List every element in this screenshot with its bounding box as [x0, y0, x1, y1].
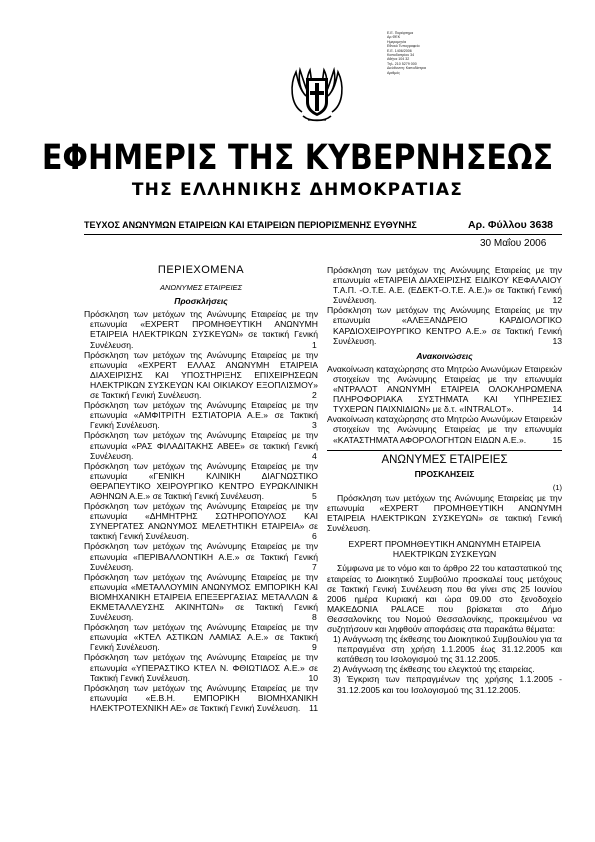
stamp-line: Ε.Ε. 1406/2006 — [387, 48, 412, 53]
stamp-line: Καποδιστρίου 34 — [387, 53, 415, 58]
contents-entry: Πρόσκληση των μετόχων της Ανώνυμης Εταιρείας με την επωνυμία «ΚΤΕΛ ΑΣΤΙΚΩΝ ΛΑΜΙΑΣ Α.Ε.» σε Τακτική Γενική Συνέλευση. 9 — [84, 622, 318, 653]
greek-coat-of-arms-icon — [288, 60, 346, 130]
agenda-item: 2) Ανάγνωση της έκθεσης του ελεγκτού της εταιρείας. — [333, 664, 535, 675]
contents-group-invitations: Προσκλήσεις — [174, 296, 228, 307]
stamp-line: Αριθμός — [387, 70, 401, 75]
issue-date: 30 Μαΐου 2006 — [480, 238, 547, 249]
agenda-item: 3) Έγκριση των πεπραγμένων της χρήσης 1.1.2005 - 31.12.2005 και του Ισολογισμού της 31.12.2005. — [333, 674, 562, 695]
contents-left-column — [84, 262, 318, 713]
contents-entry: Πρόσκληση των μετόχων της Ανώνυμης Εταιρείας με την επωνυμία «ΕΤΑΙΡΕΙΑ ΔΙΑΧΕΙΡΙΣΗΣ ΕΙΔΙΚΟΥ ΚΕΦΑΛΑΙΟΥ Τ.Α.Π. -Ο.Τ.Ε. Α.Ε. (ΕΔΕΚΤ-Ο.Τ.Ε. Α.Ε.)» σε Τακτική Γενική Συνέλευση. 12 — [327, 265, 562, 306]
agenda-item: 1) Ανάγνωση της έκθεσης του Διοικητικού Συμβουλίου για τα πεπραγμένα στη χρήση 1.1.2005 έως 31.12.2005 και κατάθεση του Ισολογισμού της 31.12.2005. — [333, 634, 562, 665]
stamp-line: Ε.Ε. Παράρτημα — [387, 31, 414, 35]
publisher-stamp — [387, 31, 447, 75]
sheet-number: Αρ. Φύλλου 3638 — [468, 219, 553, 231]
contents-entry: Πρόσκληση των μετόχων της Ανώνυμης Εταιρείας με την επωνυμία «ΠΕΡΙΒΑΛΛΟΝΤΙΚΗ Α.Ε.» σε Τακτική Γενική Συνέλευση. 7 — [84, 541, 318, 572]
stamp-line: Εθνικό Τυπογραφείο — [387, 44, 420, 49]
contents-entry: Πρόσκληση των μετόχων της Ανώνυμης Εταιρείας με την επωνυμία «ΓΕΝΙΚΗ ΚΛΙΝΙΚΗ ΔΙΑΓΝΩΣΤΙΚΟ ΘΕΡΑΠΕΥΤΙΚΟ ΧΕΙΡΟΥΡΓΙΚΟ ΚΕΝΤΡΟ ΕΥΡΩΚΛΙΝΙΚΗ ΑΘΗΝΩΝ Α.Ε.» σε Τακτική Γενική Συνέλευση. 5 — [84, 460, 318, 501]
stamp-line: Ημερομηνία — [387, 39, 407, 44]
header-rule — [84, 234, 562, 235]
company-heading: EXPERT ΠΡΟΜΗΘΕΥΤΙΚΗ ΑΝΩΝΥΜΗ ΕΤΑΙΡΕΙΑ ΗΛΕΚΤΡΙΚΩΝ ΣΥΣΚΕΥΩΝ — [348, 539, 541, 560]
issue-series: ΤΕΥΧΟΣ ΑΝΩΝΥΜΩΝ ΕΤΑΙΡΕΙΩΝ ΚΑΙ ΕΤΑΙΡΕΙΩΝ ΠΕΡΙΟΡΙΣΜΕΝΗΣ ΕΥΘΥΝΗΣ — [84, 220, 417, 230]
section-title: ΑΝΩΝΥΜΕΣ ΕΤΑΙΡΕΙΕΣ — [381, 453, 508, 466]
page-number: 15 — [552, 434, 562, 445]
contents-entry: Πρόσκληση των μετόχων της Ανώνυμης Εταιρείας με την επωνυμία «EXPERT ΕΛΛΑΣ ΑΝΩΝΥΜΗ ΕΤΑΙΡΕΙΑ ΔΙΑΧΕΙΡΙΣΗΣ ΚΑΙ ΥΠΟΣΤΗΡΙΞΗΣ ΕΠΙΧΕΙΡΗΣΕΩΝ ΗΛΕΚΤΡΙΚΩΝ ΣΥΣΚΕΥΩΝ ΚΑΙ ΟΙΚΙΑΚΟΥ ΕΞΟΠΛΙΣΜΟΥ» σε Τακτική Γενική Συνέλευση. 2 — [84, 349, 318, 401]
contents-entry: Πρόσκληση των μετόχων της Ανώνυμης Εταιρείας με την επωνυμία «EXPERT ΠΡΟΜΗΘΕΥΤΙΚΗ ΑΝΩΝΥΜΗ ΕΤΑΙΡΕΙΑ ΗΛΕΚΤΡΙΚΩΝ ΣΥΣΚΕΥΩΝ» σε τακτική Γενική Συνέλευση. 1 — [84, 309, 318, 350]
notice-body: Σύμφωνα με το νόμο και το άρθρο 22 του καταστατικού της εταιρείας το Διοικητικό Συμβούλιο προσκαλεί τους μετόχους σε Τακτική Γενική Συνέλευση που θα γίνει στις 25 Ιουνίου 2006 ημέρα Κυριακή και ώρα 09.00 στο ξενοδοχείο ΜΑΚΕΔΟΝΙΑ PALACE που βρίσκεται στο Δήμο Θεσσαλονίκης του Νομού Θεσσαλονίκης, προκειμένου να συζητήσουν και ληφθούν αποφάσεις στα παρακάτω θέματα: — [327, 563, 562, 634]
contents-entry: Πρόσκληση των μετόχων της Ανώνυμης Εταιρείας με την επωνυμία «ΑΛΕΞΑΝΔΡΕΙΟ ΚΑΡΔΙΟΛΟΓΙΚΟ ΚΑΡΔΙΟΧΕΙΡΟΥΡΓΙΚΟ ΚΕΝΤΡΟ Α.Ε.» σε Τακτική Γενική Συνέλευση. 13 — [327, 305, 562, 346]
contents-entry: Πρόσκληση των μετόχων της Ανώνυμης Εταιρείας με την επωνυμία «Ε.Β.Η. ΕΜΠΟΡΙΚΗ ΒΙΟΜΗΧΑΝΙΚΗ ΗΛΕΚΤΡΟΤΕΧΝΙΚΗ ΑΕ» σε Τακτική Γενική Συνέλευση. 11 — [84, 682, 318, 713]
contents-entry: Πρόσκληση των μετόχων της Ανώνυμης Εταιρείας με την επωνυμία «ΔΗΜΗΤΡΗΣ ΣΩΤΗΡΟΠΟΥΛΟΣ ΚΑΙ ΣΥΝΕΡΓΑΤΕΣ ΑΝΩΝΥΜΟΣ ΜΕΛΕΤΗΤΙΚΗ ΕΤΑΙΡΕΙΑ» σε τακτική Γενική Συνέλευση. 6 — [84, 501, 318, 542]
stamp-line: Αρ.ΦΕΚ — [387, 35, 401, 40]
page-number: 12 — [552, 295, 562, 306]
contents-entry: Ανακοίνωση καταχώρησης στο Μητρώο Ανωνύμων Εταιρειών στοιχείων της Ανώνυμης Εταιρείας με την επωνυμία «ΝΤΡΑΛΟΤ ΑΝΩΝΥΜΗ ΕΤΑΙΡΕΙΑ ΟΛΟΚΛΗΡΩΜΕΝΑ ΠΛΗΡΟΦΟΡΙΑΚΑ ΣΥΣΤΗΜΑΤΑ ΚΑΙ ΥΠΗΡΕΣΙΕΣ ΤΥΧΕΡΩΝ ΠΑΙΧΝΙΔΙΩΝ» με δ.τ. «INTRALOT». 14 — [327, 363, 562, 415]
contents-entry: Πρόσκληση των μετόχων της Ανώνυμης Εταιρείας με την επωνυμία «ΜΕΤΑΛΛΟΥΜΙΝ ΑΝΩΝΥΜΟΣ ΕΜΠΟΡΙΚΗ ΚΑΙ ΒΙΟΜΗΧΑΝΙΚΗ ΕΤΑΙΡΕΙΑ ΕΠΕΞΕΡΓΑΣΙΑΣ ΜΕΤΑΛΛΩΝ & ΕΚΜΕΤΑΛΛΕΥΣΗΣ ΑΚΙΝΗΤΩΝ» σε Τακτική Γενική Συνέλευση. 8 — [84, 571, 318, 623]
page-number: 10 — [308, 672, 318, 683]
contents-entry: Πρόσκληση των μετόχων της Ανώνυμης Εταιρείας με την επωνυμία «ΡΑΣ ΦΙΛΑΔΙΤΑΚΗΣ ΑΒΕΕ» σε τακτική Γενική Συνέλευση. 4 — [84, 430, 318, 461]
page-number: 11 — [309, 702, 318, 713]
notice-intro: Πρόσκληση των μετόχων της Ανώνυμης Εταιρείας με την επωνυμία «EXPERT ΠΡΟΜΗΘΕΥΤΙΚΗ ΑΝΩΝΥΜΗ ΕΤΑΙΡΕΙΑ ΗΛΕΚΤΡΙΚΩΝ ΣΥΣΚΕΥΩΝ» σε τακτική Γενική Συνέλευση. — [327, 492, 562, 534]
gazette-title: ΕΦΗΜΕΡΙΣ ΤΗΣ ΚΥΒΕΡΝΗΣΕΩΣ — [41, 138, 554, 178]
stamp-line: Τηλ. 210 5279 000 — [387, 61, 417, 66]
gazette-subtitle: ΤΗΣ ΕΛΛΗΝΙΚΗΣ ΔΗΜΟΚΡΑΤΙΑΣ — [131, 180, 464, 200]
contents-group-announcements: Ανακοινώσεις — [416, 350, 473, 361]
contents-entry: Πρόσκληση των μετόχων της Ανώνυμης Εταιρείας με την επωνυμία «ΑΜΦΙΤΡΙΤΗ ΕΣΤΙΑΤΟΡΙΑ Α.Ε.» σε Τακτική Γενική Συνέλευση. 3 — [84, 400, 318, 431]
contents-section: ΑΝΩΝΥΜΕΣ ΕΤΑΙΡΕΙΕΣ — [159, 283, 243, 293]
notice-number: (1) — [552, 482, 562, 492]
section-rule — [327, 450, 562, 451]
contents-entry: Πρόσκληση των μετόχων της Ανώνυμης Εταιρείας με την επωνυμία «ΥΠΕΡΑΣΤΙΚΟ ΚΤΕΛ Ν. ΦΘΙΩΤΙΔΟΣ Α.Ε.» σε Τακτική Γενική Συνέλευση. 10 — [84, 652, 318, 683]
section-subtitle: ΠΡΟΣΚΛΗΣΕΙΣ — [414, 468, 475, 479]
stamp-line: Αθήνα 104 32 — [387, 57, 410, 62]
contents-right-column — [327, 265, 562, 695]
contents-entry: Ανακοίνωση καταχώρησης στο Μητρώο Ανωνύμων Εταιρειών στοιχείων της Ανώνυμης Εταιρείας με την επωνυμία «ΚΑΤΑΣΤΗΜΑΤΑ ΑΦΟΡΟΛΟΓΗΤΩΝ ΕΙΔΩΝ Α.Ε.». 15 — [327, 414, 562, 445]
page-number: 14 — [552, 404, 562, 415]
stamp-line: Διεύθυνση: Καποδίστρια — [387, 66, 426, 71]
contents-title: ΠΕΡΙΕΧΟΜΕΝΑ — [157, 264, 245, 276]
page-number: 13 — [552, 335, 562, 346]
